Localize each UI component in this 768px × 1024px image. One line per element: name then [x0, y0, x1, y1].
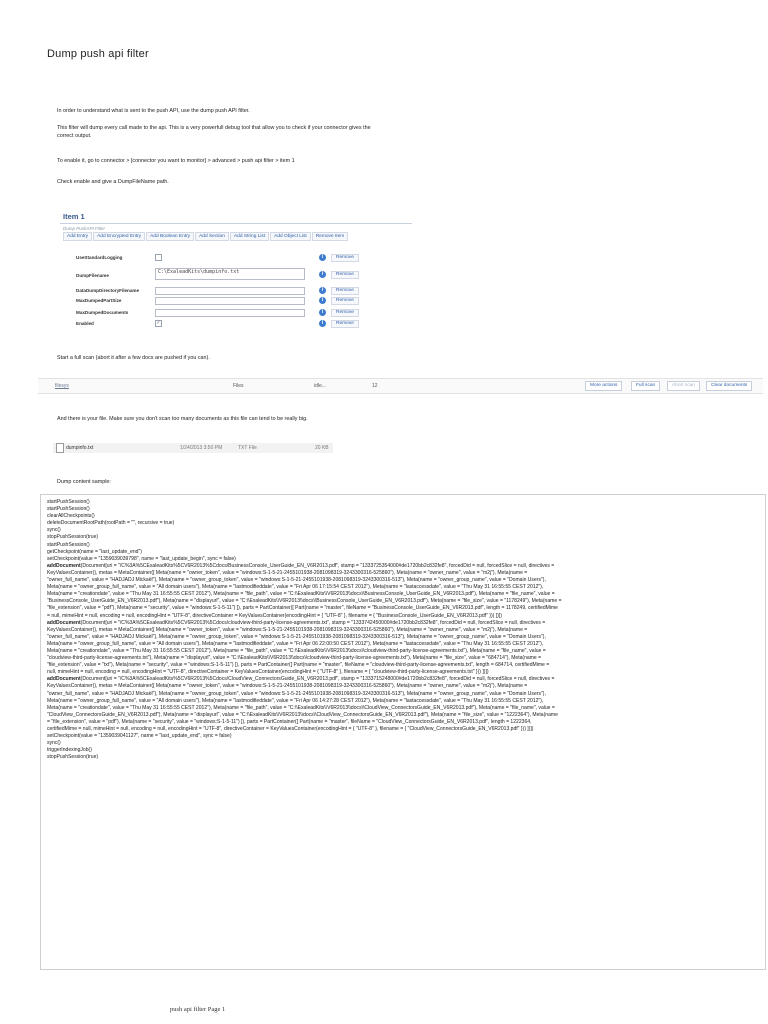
dump-line: [47, 655, 759, 662]
dump-line: [47, 669, 759, 676]
enabled-checkbox[interactable]: ✓: [156, 320, 161, 326]
info-icon[interactable]: i: [319, 254, 326, 261]
item-config-panel: [60, 210, 412, 335]
entry-row-enabled: [76, 320, 406, 330]
dump-line-text: Meta(name = "creationdate", value = "Thu May 31 16:55:55 CEST 2012"), Meta(name = "file_path", value = "C:\\ExaleadKits\\V6R2013\\docs\\BusinessConsole_UserGuide_EN_V6R2013.pdf"), Meta(name = "file_name", value =: [47, 591, 555, 598]
dump-line: [47, 534, 759, 541]
remove-button[interactable]: Remove: [331, 309, 359, 317]
dump-line-text: = null, mimeHint = null, encoding = null, encodingHint = "UTF-8", directiveContainer = KeyValuesContainer(encodingHint = { "UTF-8" }, filename = { "BusinessConsole_UserGuide_EN_V6R2013.pdf" })) ])]): [47, 612, 502, 619]
dump-line: [47, 563, 759, 570]
intro-paragraph-1: In order to understand what is sent to the push API, use the dump push API filter.: [57, 108, 250, 114]
dump-line-text: "file_extension", value = "pdf"), Meta(name = "security", value = "windows:S-1-5-11") ]), parts = PartContainer([ Part(name = "master", fileName = "BusinessConsole_UserGuide_EN_V6R2013.pdf", length = 1178249, certifiedMime: [47, 605, 558, 612]
dump-line: [47, 705, 759, 712]
dump-line-method: addDocument: [47, 562, 81, 569]
add-entry-button[interactable]: Add Entry: [63, 232, 92, 241]
add-string-list-button[interactable]: Add String List: [230, 232, 269, 241]
dump-line: [47, 740, 759, 747]
file-instruction: And there is your file. Make sure you don't scan too many documents as this file can tend to be really big.: [57, 416, 308, 422]
usestandardlogging-checkbox[interactable]: [155, 254, 162, 261]
dump-line-text: "file_extension", value = "txt"), Meta(name = "security", value = "windows:S-1-5-11") ]), parts = PartContainer([ Part(name = "master", fileName = "cloudview-third-party-license-agreements.txt", length = 684714, certifiedMime =: [47, 662, 550, 669]
entry-row-maxdumpeddocuments: [76, 309, 406, 319]
dump-line: [47, 570, 759, 577]
file-date: 1/24/2013 3:50 PM: [180, 445, 223, 451]
dump-line-text: Meta(name = "owner_group_full_name", value = "All domain users"), Meta(name = "lastmodifieddate", value = "Fri Apr 06 22:00:50 CEST 2012"), Meta(name = "lastaccessdate", value = "Thu May 31 16:55:55 CEST 2012"),: [47, 640, 544, 647]
dump-line-text: sync(): [47, 740, 61, 747]
dump-line-text: "BusinessConsole_UserGuide_EN_V6R2013.pdf"), Meta(name = "displayurl", value = "C:\\ExaleadKits\\V6R2013\\docs\\BusinessConsole_UserGuide_EN_V6R2013.pdf"), Meta(name = "file_size", value = "1178249"), Meta(name =: [47, 598, 562, 605]
entry-label: Enabled: [76, 321, 94, 326]
dump-line: [47, 605, 759, 612]
remove-button[interactable]: Remove: [331, 320, 359, 328]
item-subtitle: Dump PushAPI Filter: [63, 226, 106, 231]
entry-label: MaxDumpedDocuments: [76, 310, 129, 315]
abort-scan-button[interactable]: Abort scan: [667, 381, 700, 391]
dump-line-text: stopPushSession(true): [47, 754, 99, 761]
entry-label: DumpFilename: [76, 273, 109, 278]
document-count: 12: [372, 383, 378, 389]
dump-line: [47, 549, 759, 556]
dump-line: [47, 556, 759, 563]
dumpfilename-input[interactable]: C:\ExaleadKits\dumpinfo.txt: [155, 268, 305, 280]
add-object-list-button[interactable]: Add Object List: [270, 232, 311, 241]
dump-line-text: triggerIndexingJob(): [47, 747, 92, 754]
dump-line-text: (Document[uri = "/C%3A%5CExaleadKits%5CV6R2013%5Cdocs/BusinessConsole_UserGuide_EN_V6R2013.pdf", stamp = "1333725354000#de1720bb2c832fe8", forcedDid = null, forcedSlice = null, directives =: [80, 562, 555, 569]
dump-line-text: certifiedMime = null, mimeHint = null, encoding = null, encodingHint = "UTF-8", directiveContainer = KeyValuesContainer(encodingHint = { "UTF-8" }, filename = { "CloudView_ConnectorsGuide_EN_V6R2013.pdf" })) ])]): [47, 726, 534, 732]
dump-line: [47, 520, 759, 527]
datadumpdirectoryfilename-input[interactable]: [155, 287, 305, 295]
dump-line-text: startPushSession(): [47, 499, 90, 505]
dump-line-text: setCheckpoint(value = "1359039039798", name = "last_update_begin", sync = false): [47, 555, 236, 562]
dump-line-text: null, mimeHint = null, encoding = null, encodingHint = "UTF-8", directiveContainer = KeyValuesContainer(encodingHint = { "UTF-8" }, filename = { "cloudview-third-party-license-agreements.txt" })) ])]): [47, 669, 489, 676]
dump-line: [47, 513, 759, 520]
dump-line-text: Meta(name = "creationdate", value = "Thu May 31 16:55:55 CEST 2012"), Meta(name = "file_path", value = "C:\\ExaleadKits\\V6R2013\\docs\\cloudview-third-party-license-agreements.txt"), Meta(name = "file_name", value =: [47, 647, 546, 654]
remove-item-button[interactable]: Remove Item: [312, 232, 349, 241]
dump-line: [47, 577, 759, 584]
maxdumpedpartsize-input[interactable]: [155, 297, 305, 305]
file-size: 20 KB: [315, 445, 329, 451]
dump-line-text: (Document[uri = "/C%3A%5CExaleadKits%5CV6R2013%5Cdocs/cloudview-third-party-license-agreements.txt", stamp = "1333742450000#de1720bb2c832fe8", forcedDid = null, forcedSlice = null, directives =: [80, 619, 546, 626]
clear-documents-button[interactable]: Clear documents: [706, 381, 752, 391]
dump-line: [47, 542, 759, 549]
remove-button[interactable]: Remove: [331, 271, 359, 279]
dump-line: [47, 627, 759, 634]
dump-line-text: stopPushSession(true): [47, 534, 99, 541]
dump-line-text: Meta(name = "creationdate", value = "Thu May 31 16:55:55 CEST 2012"), Meta(name = "file_path", value = "C:\\ExaleadKits\\V6R2013\\docs\\CloudView_ConnectorsGuide_EN_V6R2013.pdf"), Meta(name = "file_name", value =: [47, 704, 555, 711]
dump-line-method: addDocument: [47, 676, 81, 683]
info-icon[interactable]: i: [319, 309, 326, 316]
dump-line-text: Meta(name = "owner_group_full_name", value = "All domain users"), Meta(name = "lastmodifieddate", value = "Fri Apr 06 17:15:54 CEST 2012"), Meta(name = "lastaccessdate", value = "Thu May 31 16:55:55 CEST 2012"),: [47, 584, 544, 591]
dump-line: [47, 726, 759, 733]
text-file-icon: [56, 443, 64, 453]
entry-row-maxdumpedpartsize: [76, 297, 406, 307]
dump-line-method: addDocument: [47, 619, 81, 626]
dump-line: [47, 754, 759, 761]
dump-line: [47, 641, 759, 648]
dump-line-text: setCheckpoint(value = "1359039041127", name = "last_update_end", sync = false): [47, 733, 232, 740]
page-footer: push api filter Page 1: [170, 1006, 226, 1013]
remove-button[interactable]: Remove: [331, 254, 359, 262]
dump-sample-label: Dump content sample:: [57, 479, 111, 485]
dump-line-text: startPushSession(): [47, 506, 90, 513]
dump-line-text: "cloudview-third-party-license-agreements.txt"), Meta(name = "displayurl", value = "C:\\ExaleadKits\\V6R2013\\docs\\cloudview-third-party-license-agreements.txt"), Meta(name = "file_size", value = "684714"), Meta(name =: [47, 655, 542, 662]
entry-label: DataDumpDirectoryFilename: [76, 288, 140, 293]
entry-row-datadumpdirectoryfilename: [76, 287, 406, 297]
item-title: Item 1: [63, 212, 85, 221]
connector-row: [38, 378, 763, 394]
dump-line: [47, 584, 759, 591]
dump-line-text: (Document[uri = "/C%3A%5CExaleadKits%5CV6R2013%5Cdocs/CloudView_ConnectorsGuide_EN_V6R2013.pdf", stamp = "1333715248000#de1720bb2c832fe8", forcedDid = null, forcedSlice = null, directives =: [80, 676, 555, 683]
dump-line: [47, 527, 759, 534]
scan-instruction: Start a full scan (abort it after a few docs are pushed if you can).: [57, 355, 210, 361]
intro-paragraph-3: To enable it, go to connector > [connector you want to monitor] > advanced > push api filter > item 1: [57, 158, 295, 164]
dump-line: [47, 683, 759, 690]
dump-line-text: KeyValuesContainer(), metas = MetaContainer([ Meta(name = "owner_token", value = "windows:S-1-5-21-2455101938-2081098319-3243300316-525860"), Meta(name = "owner_name", value = "m2j"), Meta(name =: [47, 569, 528, 576]
item-toolbar: [63, 232, 349, 241]
connector-status: idle...: [314, 383, 326, 389]
dump-content-box: [40, 494, 766, 970]
dump-line: [47, 620, 759, 627]
info-icon[interactable]: i: [319, 320, 326, 327]
more-actions-button[interactable]: More actions: [585, 381, 622, 391]
dump-line: [47, 598, 759, 605]
connector-type: Files: [233, 383, 244, 389]
dump-line: [47, 733, 759, 740]
dump-line-text: "owner_full_name", value = "HADJADJ Mickaël"), Meta(name = "owner_group_token", value = "windows:S-1-5-21-2455101938-2081098319-3243300316-513"), Meta(name = "owner_group_name", value = "Domain Users"),: [47, 633, 546, 640]
entry-row-usestandardlogging: [76, 254, 406, 264]
dump-line: [47, 648, 759, 655]
dump-content: [47, 499, 759, 761]
dump-line-text: startPushSession(): [47, 541, 90, 548]
file-type: TXT File: [238, 445, 257, 451]
dump-line-text: clearAllCheckpoints(): [47, 513, 95, 520]
dump-line-text: deleteDocumentRootPath(rootPath = "", recursive = true): [47, 520, 175, 527]
dump-line-text: Meta(name = "owner_group_full_name", value = "All domain users"), Meta(name = "lastmodifieddate", value = "Fri Apr 06 14:27:28 CEST 2012"), Meta(name = "lastaccessdate", value = "Thu May 31 16:55:55 CEST 2012"),: [47, 697, 544, 704]
page-title: Dump push api filter: [47, 48, 149, 60]
dump-line: [47, 591, 759, 598]
connector-name-link[interactable]: filesys: [55, 383, 69, 389]
dump-line: [47, 676, 759, 683]
entry-label: MaxDumpedPartSize: [76, 298, 122, 303]
dump-line-text: KeyValuesContainer(), metas = MetaContainer([ Meta(name = "owner_token", value = "windows:S-1-5-21-2455101938-2081098319-3243300316-525860"), Meta(name = "owner_name", value = "m2j"), Meta(name =: [47, 626, 528, 633]
info-icon[interactable]: i: [319, 271, 326, 278]
dump-line-text: getCheckpoint(name = "last_update_end"): [47, 548, 142, 555]
dump-line: [47, 506, 759, 513]
dump-line: [47, 499, 759, 506]
file-row[interactable]: [53, 443, 333, 453]
dump-line: [47, 691, 759, 698]
maxdumpeddocuments-input[interactable]: [155, 309, 305, 317]
intro-paragraph-2: This filter will dump every call made to the api. This is a very powerfull debug tool that allow you to check if your connector gives the correct output.: [57, 125, 371, 139]
dump-line: [47, 698, 759, 705]
intro-paragraph-4: Check enable and give a DumpFileName path.: [57, 179, 169, 185]
dump-line-text: "owner_full_name", value = "HADJADJ Mickaël"), Meta(name = "owner_group_token", value = "windows:S-1-5-21-2455101938-2081098319-3243300316-513"), Meta(name = "owner_group_name", value = "Domain Users"),: [47, 577, 546, 584]
dump-line: [47, 613, 759, 620]
dump-line-text: "CloudView_ConnectorsGuide_EN_V6R2013.pdf"), Meta(name = "displayurl", value = "C:\\ExaleadKits\\V6R2013\\docs\\CloudView_ConnectorsGuide_EN_V6R2013.pdf"), Meta(name = "file_size", value = "1222364"), Meta(name: [47, 711, 558, 718]
add-encrypted-entry-button[interactable]: Add Encrypted Entry: [93, 232, 145, 241]
dump-line: [47, 662, 759, 669]
dump-line: [47, 719, 759, 726]
entry-label: UseStandardLogging: [76, 255, 123, 260]
dump-line: [47, 634, 759, 641]
dump-line: [47, 747, 759, 754]
dump-line-text: = "file_extension", value = "pdf"), Meta(name = "security", value = "windows:S-1-5-11") ]), parts = PartContainer([ Part(name = "master", fileName = "CloudView_ConnectorsGuide_EN_V6R2013.pdf", length = 1222364,: [47, 718, 532, 725]
dump-line: [47, 712, 759, 719]
item-divider: [60, 223, 412, 224]
info-icon[interactable]: i: [319, 287, 326, 294]
dump-line-text: "owner_full_name", value = "HADJADJ Mickaël"), Meta(name = "owner_group_token", value = "windows:S-1-5-21-2455101938-2081098319-3243300316-513"), Meta(name = "owner_group_name", value = "Domain Users"),: [47, 690, 546, 697]
add-boolean-entry-button[interactable]: Add Boolean Entry: [146, 232, 194, 241]
file-name: dumpinfo.txt: [66, 445, 94, 451]
info-icon[interactable]: i: [319, 297, 326, 304]
dump-line-text: KeyValuesContainer(), metas = MetaContainer([ Meta(name = "owner_token", value = "windows:S-1-5-21-2455101938-2081098319-3243300316-525860"), Meta(name = "owner_name", value = "m2j"), Meta(name =: [47, 683, 528, 690]
remove-button[interactable]: Remove: [331, 297, 359, 305]
remove-button[interactable]: Remove: [331, 287, 359, 295]
dump-line-text: sync(): [47, 527, 61, 534]
full-scan-button[interactable]: Full scan: [631, 381, 660, 391]
add-section-button[interactable]: Add Section: [195, 232, 229, 241]
entry-row-dumpfilename: [76, 268, 406, 278]
